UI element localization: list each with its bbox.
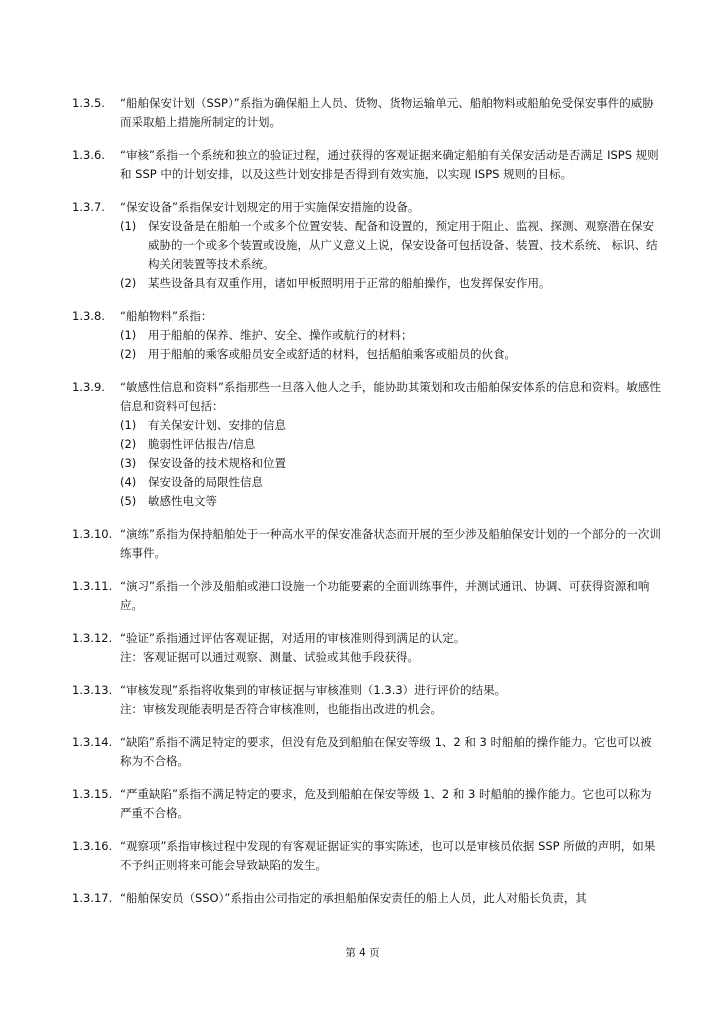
clause-body bbox=[120, 577, 662, 615]
clause-definition: “演习”系指一个涉及船舶或港口设施一个功能要素的全面训练事件，并测试通讯、协调、可获得资源和响应。 bbox=[120, 579, 650, 612]
document-body bbox=[72, 94, 662, 922]
clause-body bbox=[120, 681, 662, 719]
list-item bbox=[120, 345, 662, 364]
clause-note: 注：审核发现能表明是否符合审核准则，也能指出改进的机会。 bbox=[120, 702, 442, 716]
clause-1-3-9 bbox=[72, 378, 662, 511]
clause-number: 1.3.10. bbox=[72, 527, 113, 541]
list-item-text: 用于船舶的乘客或船员安全或舒适的材料，包括船舶乘客或船员的伙食。 bbox=[148, 347, 516, 361]
clause-1-3-10 bbox=[72, 525, 662, 563]
list-item-number: (4) bbox=[120, 475, 137, 489]
list-item-text: 有关保安计划、安排的信息 bbox=[148, 418, 286, 432]
list-item-number: (2) bbox=[120, 276, 137, 290]
page-number: 第 4 页 bbox=[345, 947, 380, 959]
clause-body bbox=[120, 733, 662, 771]
list-item-text: 某些设备具有双重作用，诸如甲板照明用于正常的船舶操作，也发挥保安作用。 bbox=[148, 276, 551, 290]
clause-definition: “验证”系指通过评估客观证据，对适用的审核准则得到满足的认定。 bbox=[120, 631, 466, 645]
clause-number: 1.3.12. bbox=[72, 631, 113, 645]
clause-definition: “严重缺陷”系指不满足特定的要求，危及到船舶在保安等级 1、2 和 3 时船舶的操作能力。它也可以称为严重不合格。 bbox=[120, 787, 652, 820]
clause-definition: “缺陷”系指不满足特定的要求，但没有危及到船舶在保安等级 1、2 和 3 时船舶的操作能力。它也可以被称为不合格。 bbox=[120, 735, 652, 768]
clause-definition: “船舶物料”系指： bbox=[120, 309, 213, 323]
clause-body bbox=[120, 198, 662, 293]
list-item-number: (1) bbox=[120, 328, 137, 342]
list-item bbox=[120, 416, 662, 435]
clause-1-3-15 bbox=[72, 785, 662, 823]
clause-1-3-6 bbox=[72, 146, 662, 184]
clause-1-3-5 bbox=[72, 94, 662, 132]
clause-body bbox=[120, 146, 662, 184]
clause-number: 1.3.14. bbox=[72, 735, 113, 749]
list-item bbox=[120, 454, 662, 473]
clause-number: 1.3.6. bbox=[72, 148, 105, 162]
clause-1-3-14 bbox=[72, 733, 662, 771]
clause-number: 1.3.15. bbox=[72, 787, 113, 801]
clause-number: 1.3.17. bbox=[72, 891, 113, 905]
list-item-number: (1) bbox=[120, 418, 137, 432]
clause-number: 1.3.11. bbox=[72, 579, 113, 593]
clause-body bbox=[120, 837, 662, 875]
list-item bbox=[120, 274, 662, 293]
clause-definition: “船舶保安计划（SSP）”系指为确保船上人员、货物、货物运输单元、船舶物料或船舶免受保安事件的威胁而采取船上措施所制定的计划。 bbox=[120, 96, 654, 129]
list-item-text: 用于船舶的保养、维护、安全、操作或航行的材料； bbox=[148, 328, 413, 342]
list-item-number: (2) bbox=[120, 437, 137, 451]
clause-number: 1.3.9. bbox=[72, 380, 105, 394]
list-item-text: 保安设备是在船舶一个或多个位置安装、配备和设置的，预定用于阻止、监视、探测、观察潜在保安威胁的一个或多个装置或设施，从广义意义上说，保安设备可包括设备、装置、技术系统、 标识、结构关闭装置等技术系统。 bbox=[148, 219, 658, 271]
clause-1-3-17 bbox=[72, 889, 662, 908]
clause-body bbox=[120, 307, 662, 364]
clause-body bbox=[120, 525, 662, 563]
list-item bbox=[120, 217, 662, 274]
clause-1-3-12 bbox=[72, 629, 662, 667]
clause-definition: “演练”系指为保持船舶处于一种高水平的保安准备状态而开展的至少涉及船舶保安计划的一个部分的一次训练事件。 bbox=[120, 527, 661, 560]
clause-definition: “船舶保安员（SSO）”系指由公司指定的承担船舶保安责任的船上人员，此人对船长负责，其 bbox=[120, 891, 587, 905]
list-item bbox=[120, 435, 662, 454]
clause-number: 1.3.16. bbox=[72, 839, 113, 853]
clause-body bbox=[120, 94, 662, 132]
clause-definition: “保安设备”系指保安计划规定的用于实施保安措施的设备。 bbox=[120, 200, 420, 214]
list-item bbox=[120, 473, 662, 492]
list-item-text: 脆弱性评估报告/信息 bbox=[148, 437, 256, 451]
clause-1-3-7 bbox=[72, 198, 662, 293]
list-item-text: 保安设备的技术规格和位置 bbox=[148, 456, 286, 470]
list-item-text: 保安设备的局限性信息 bbox=[148, 475, 263, 489]
clause-body bbox=[120, 889, 662, 908]
clause-definition: “观察项”系指审核过程中发现的有客观证据证实的事实陈述，也可以是审核员依据 SSP 所做的声明，如果不予纠正则将来可能会导致缺陷的发生。 bbox=[120, 839, 656, 872]
clause-note: 注：客观证据可以通过观察、测量、试验或其他手段获得。 bbox=[120, 650, 419, 664]
clause-definition: “审核发现”系指将收集到的审核证据与审核准则（1.3.3）进行评价的结果。 bbox=[120, 683, 507, 697]
clause-definition: “敏感性信息和资料”系指那些一旦落入他人之手，能协助其策划和攻击船舶保安体系的信息和资料。敏感性信息和资料可包括： bbox=[120, 380, 661, 413]
clause-body bbox=[120, 378, 662, 511]
list-item-text: 敏感性电文等 bbox=[148, 494, 217, 508]
clause-number: 1.3.13. bbox=[72, 683, 113, 697]
list-item bbox=[120, 326, 662, 345]
clause-definition: “审核”系指一个系统和独立的验证过程，通过获得的客观证据来确定船舶有关保安活动是否满足 ISPS 规则和 SSP 中的计划安排，以及这些计划安排是否得到有效实施，以实现 ISPS 规则的目标。 bbox=[120, 148, 659, 181]
clause-1-3-13 bbox=[72, 681, 662, 719]
list-item-number: (2) bbox=[120, 347, 137, 361]
clause-1-3-8 bbox=[72, 307, 662, 364]
clause-1-3-16 bbox=[72, 837, 662, 875]
clause-number: 1.3.7. bbox=[72, 200, 105, 214]
list-item-number: (5) bbox=[120, 494, 137, 508]
list-item-number: (3) bbox=[120, 456, 137, 470]
clause-number: 1.3.5. bbox=[72, 96, 105, 110]
list-item-number: (1) bbox=[120, 219, 137, 233]
clause-body bbox=[120, 629, 662, 667]
clause-body bbox=[120, 785, 662, 823]
clause-number: 1.3.8. bbox=[72, 309, 105, 323]
clause-1-3-11 bbox=[72, 577, 662, 615]
list-item bbox=[120, 492, 662, 511]
